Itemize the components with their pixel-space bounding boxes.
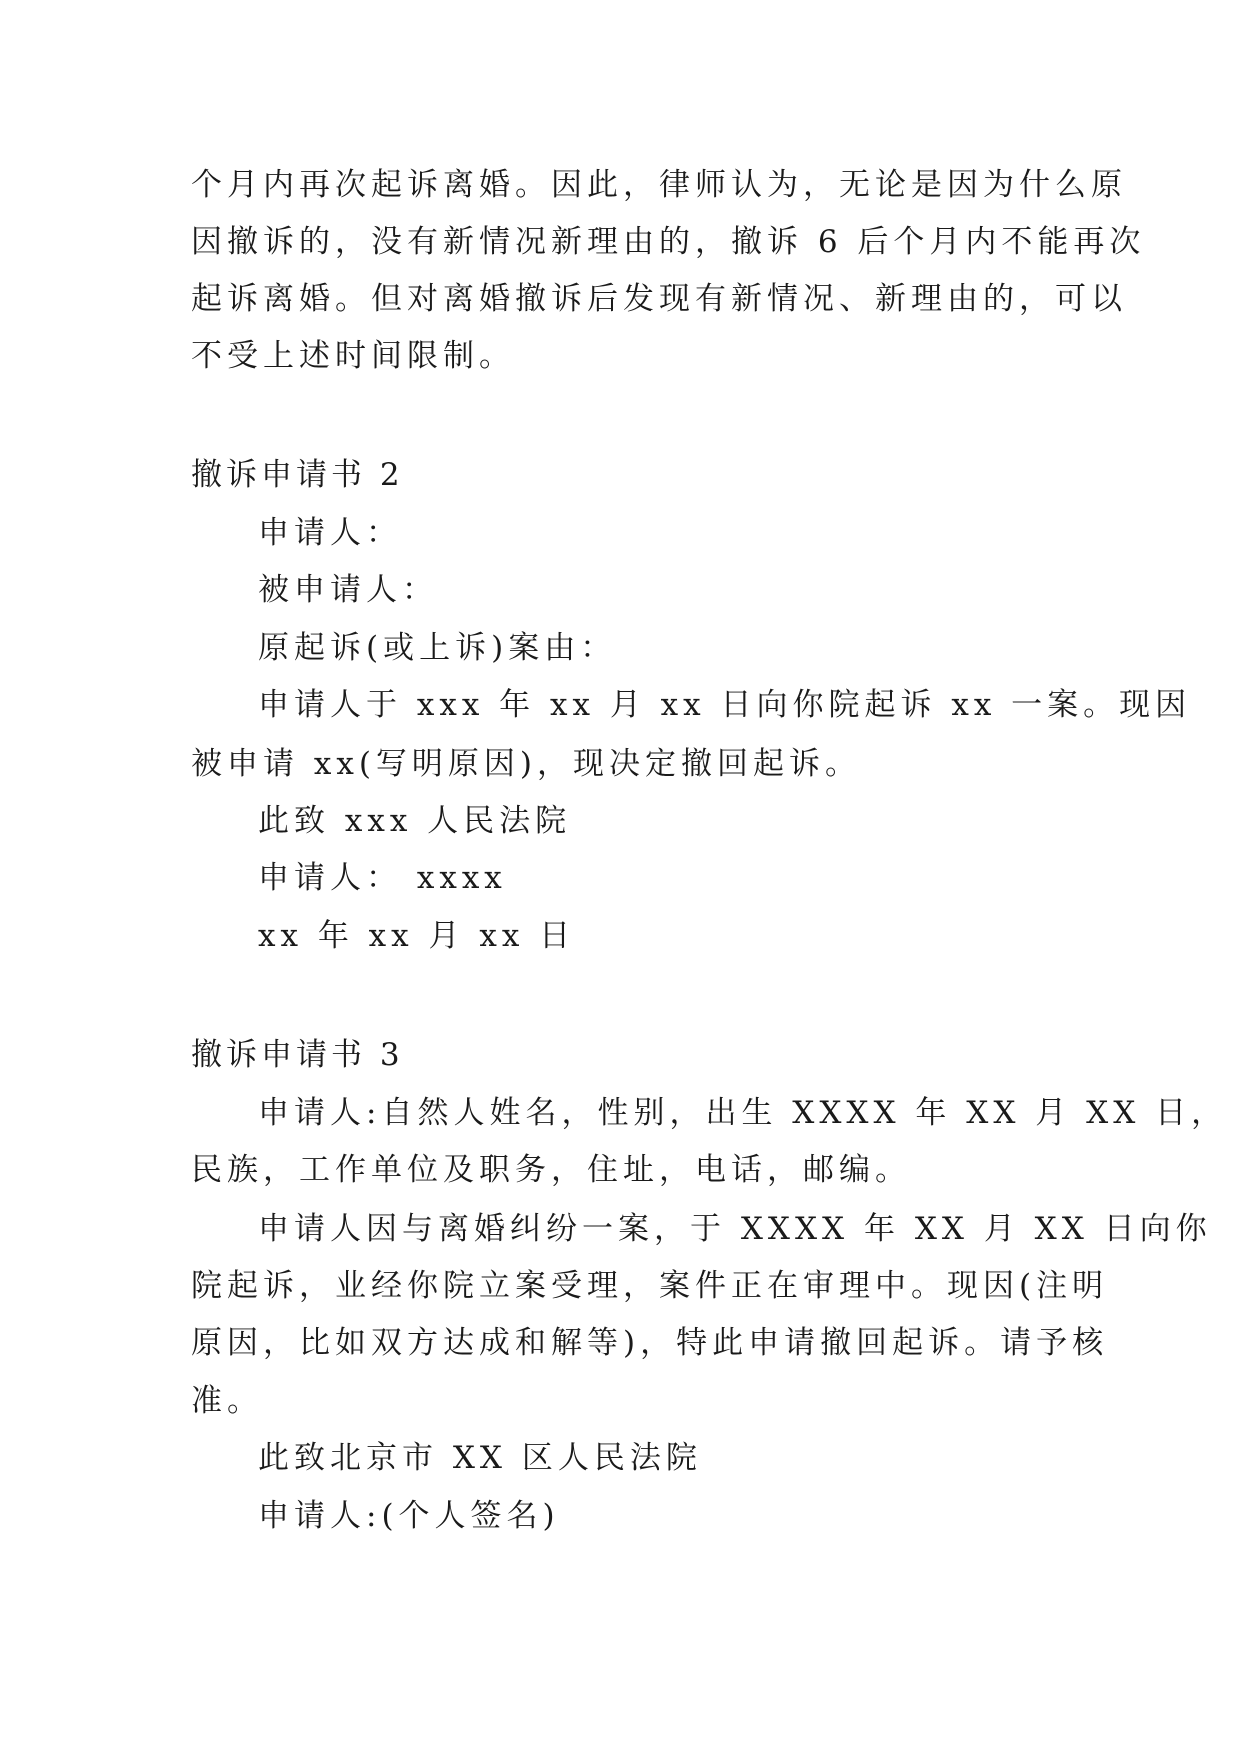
date-line: xx 年 xx 月 xx 日 (258, 918, 576, 954)
signature-line: 申请人： xxxx (258, 860, 507, 896)
paragraph-line: 民族，工作单位及职务，住址，电话，邮编。 (191, 1152, 911, 1188)
signature-line: 申请人:(个人签名) (258, 1498, 560, 1534)
paragraph-line: 申请人:自然人姓名，性别，出生 XXXX 年 XX 月 XX 日， (258, 1095, 1228, 1131)
applicant-field: 申请人： (258, 515, 402, 551)
paragraph-line: 院起诉，业经你院立案受理，案件正在审理中。现因(注明 (191, 1268, 1109, 1304)
paragraph-line: 原因，比如双方达成和解等)，特此申请撤回起诉。请予核 (191, 1325, 1109, 1361)
respondent-field: 被申请人： (258, 572, 438, 608)
section-2-title: 撤诉申请书 2 (191, 457, 404, 493)
paragraph-line: 申请人于 xxx 年 xx 月 xx 日向你院起诉 xx 一案。现因 (258, 687, 1192, 723)
section-3-title: 撤诉申请书 3 (191, 1037, 404, 1073)
case-cause-field: 原起诉(或上诉)案由： (258, 630, 617, 666)
paragraph-line: 起诉离婚。但对离婚撤诉后发现有新情况、新理由的，可以 (191, 281, 1127, 317)
paragraph-line: 准。 (191, 1383, 263, 1419)
paragraph-line: 个月内再次起诉离婚。因此，律师认为，无论是因为什么原 (191, 167, 1127, 203)
paragraph-line: 不受上述时间限制。 (191, 338, 515, 374)
paragraph-line: 被申请 xx(写明原因)，现决定撤回起诉。 (191, 746, 862, 782)
addressee-line: 此致 xxx 人民法院 (258, 803, 572, 839)
addressee-line: 此致北京市 XX 区人民法院 (258, 1440, 702, 1476)
paragraph-line: 申请人因与离婚纠纷一案，于 XXXX 年 XX 月 XX 日向你 (258, 1211, 1212, 1247)
paragraph-line: 因撤诉的，没有新情况新理由的，撤诉 6 后个月内不能再次 (191, 224, 1146, 260)
